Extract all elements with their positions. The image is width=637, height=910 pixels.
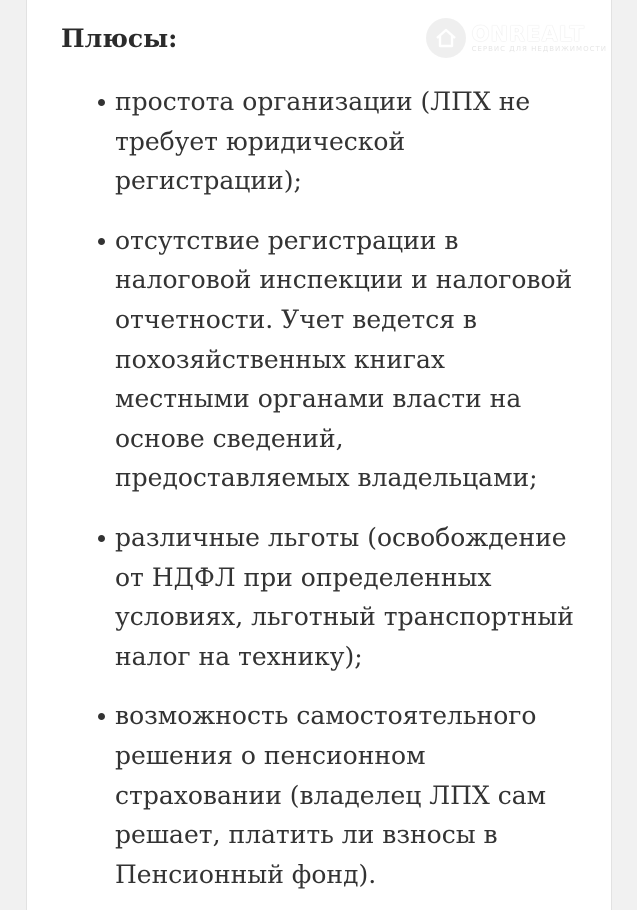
list-item — [27, 518, 575, 676]
bullet-icon — [98, 238, 105, 245]
pros-list — [27, 82, 575, 910]
list-item-text: различные льготы (освобождение от НДФЛ при определенных условиях, льготный транспортный налог на технику); — [115, 522, 574, 671]
watermark-tagline: СЕРВИС ДЛЯ НЕДВИЖИМОСТИ — [471, 44, 607, 53]
list-item — [27, 221, 575, 498]
article-card — [26, 0, 612, 910]
bullet-icon — [98, 99, 105, 106]
list-item-text: отсутствие регистрации в налоговой инспекции и налоговой отчетности. Учет ведется в похозяйственных книгах местными органами власти на основе сведений, предоставляемых владельцами; — [115, 225, 573, 493]
section-heading: Плюсы: — [61, 24, 178, 53]
list-item — [27, 696, 575, 894]
bullet-icon — [98, 535, 105, 542]
list-item-text: возможность самостоятельного решения о пенсионном страховании (владелец ЛПХ сам решает, платить ли взносы в Пенсионный фонд). — [115, 701, 547, 889]
list-item — [27, 82, 575, 201]
list-item-text: простота организации (ЛПХ не требует юридической регистрации); — [115, 87, 531, 196]
house-icon — [426, 18, 466, 58]
bullet-icon — [98, 713, 105, 720]
watermark-logo — [426, 18, 607, 58]
watermark-brand: ONREALT — [471, 21, 585, 46]
